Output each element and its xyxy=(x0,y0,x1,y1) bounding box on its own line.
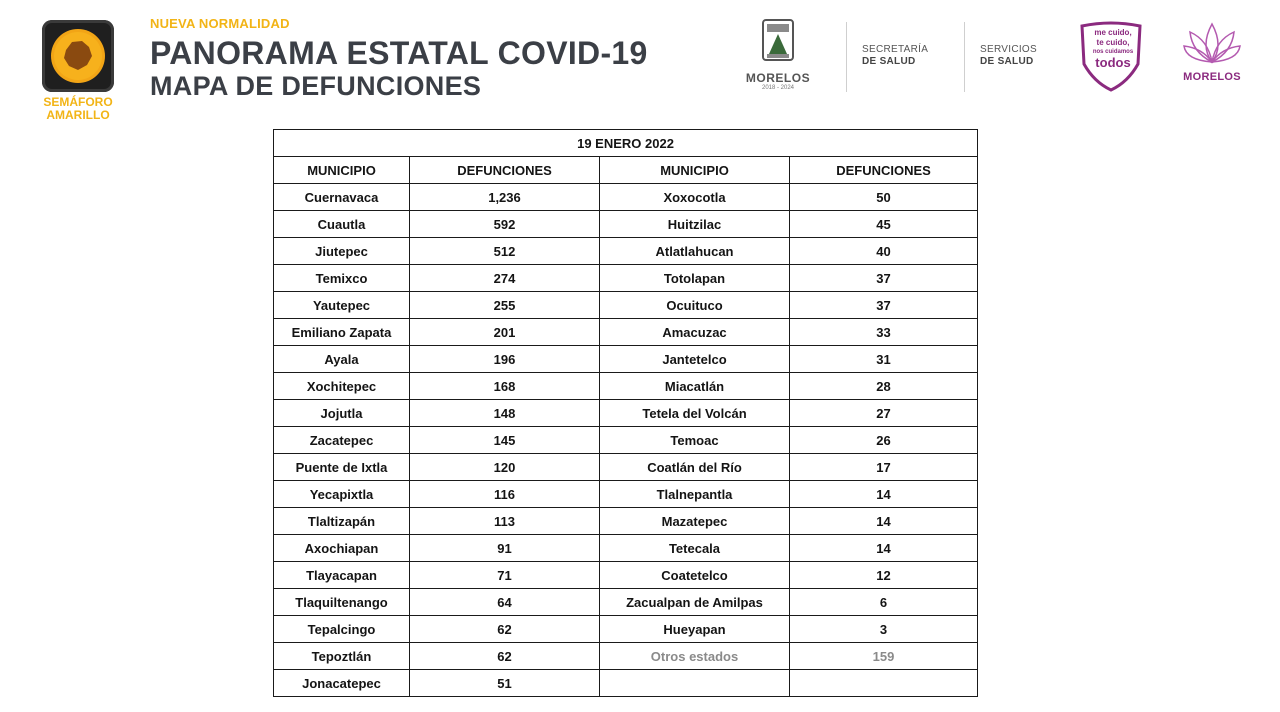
defunciones-cell: 201 xyxy=(410,319,600,346)
defunciones-cell: 148 xyxy=(410,400,600,427)
servicios-logo xyxy=(980,44,1037,68)
header-titles xyxy=(150,16,648,101)
table-row xyxy=(274,292,978,319)
municipio-cell: Tetecala xyxy=(600,535,790,562)
defunciones-cell: 27 xyxy=(790,400,978,427)
column-header-defunciones: DEFUNCIONES xyxy=(790,157,978,184)
defunciones-cell: 196 xyxy=(410,346,600,373)
municipio-cell: Totolapan xyxy=(600,265,790,292)
secretaria-line2: DE SALUD xyxy=(862,56,916,67)
defunciones-cell: 116 xyxy=(410,481,600,508)
cuido-line3: nos cuidamos xyxy=(1092,49,1134,55)
municipio-cell: Jojutla xyxy=(274,400,410,427)
defunciones-cell: 37 xyxy=(790,292,978,319)
defunciones-cell: 31 xyxy=(790,346,978,373)
municipio-cell: Tlayacapan xyxy=(274,562,410,589)
defunciones-cell: 37 xyxy=(790,265,978,292)
defunciones-table xyxy=(273,129,978,697)
municipio-cell: Jantetelco xyxy=(600,346,790,373)
cuido-line4: todos xyxy=(1095,55,1131,70)
morelos-logo-name: MORELOS xyxy=(745,71,811,85)
defunciones-cell: 45 xyxy=(790,211,978,238)
defunciones-cell: 168 xyxy=(410,373,600,400)
defunciones-cell: 51 xyxy=(410,670,600,697)
cuido-line1: me cuido, xyxy=(1094,28,1132,37)
table-row xyxy=(274,562,978,589)
municipio-cell: Huitzilac xyxy=(600,211,790,238)
municipio-cell: Jonacatepec xyxy=(274,670,410,697)
servicios-line1: SERVICIOS xyxy=(980,44,1037,55)
municipio-cell: Zacualpan de Amilpas xyxy=(600,589,790,616)
table-header-row xyxy=(274,157,978,184)
table-row xyxy=(274,589,978,616)
table-row xyxy=(274,670,978,697)
table-row xyxy=(274,535,978,562)
municipio-cell: Tlaquiltenango xyxy=(274,589,410,616)
morelos-shield-icon xyxy=(761,18,795,64)
defunciones-cell: 1,236 xyxy=(410,184,600,211)
semaforo-logo xyxy=(38,20,118,130)
semaforo-map-icon xyxy=(42,20,114,92)
defunciones-cell: 274 xyxy=(410,265,600,292)
municipio-cell: Xoxocotla xyxy=(600,184,790,211)
servicios-line2: DE SALUD xyxy=(980,56,1034,67)
table-row xyxy=(274,319,978,346)
municipio-cell: Yautepec xyxy=(274,292,410,319)
municipio-cell: Xochitepec xyxy=(274,373,410,400)
column-header-municipio: MUNICIPIO xyxy=(600,157,790,184)
defunciones-cell: 64 xyxy=(410,589,600,616)
municipio-cell: Tlaltizapán xyxy=(274,508,410,535)
defunciones-cell: 50 xyxy=(790,184,978,211)
divider xyxy=(846,22,847,92)
table-row xyxy=(274,211,978,238)
defunciones-cell: 159 xyxy=(790,643,978,670)
defunciones-cell: 14 xyxy=(790,481,978,508)
municipio-cell: Tlalnepantla xyxy=(600,481,790,508)
column-header-municipio: MUNICIPIO xyxy=(274,157,410,184)
cuido-line2: te cuido, xyxy=(1096,38,1130,47)
flower-icon xyxy=(1182,16,1242,66)
morelos-flower-logo xyxy=(1180,16,1244,83)
table-date: 19 ENERO 2022 xyxy=(274,130,978,157)
defunciones-cell: 6 xyxy=(790,589,978,616)
municipio-cell: Emiliano Zapata xyxy=(274,319,410,346)
table-row xyxy=(274,427,978,454)
municipio-cell: Tetela del Volcán xyxy=(600,400,790,427)
morelos-logo xyxy=(742,18,814,91)
municipio-cell: Puente de Ixtla xyxy=(274,454,410,481)
municipio-cell: Tepoztlán xyxy=(274,643,410,670)
municipio-cell: Axochiapan xyxy=(274,535,410,562)
municipio-cell: Atlatlahucan xyxy=(600,238,790,265)
defunciones-cell: 592 xyxy=(410,211,600,238)
municipio-cell: Cuautla xyxy=(274,211,410,238)
secretaria-line1: SECRETARÍA xyxy=(862,44,929,55)
municipio-cell: Coatetelco xyxy=(600,562,790,589)
semaforo-label-2: AMARILLO xyxy=(46,108,110,122)
municipio-cell: Amacuzac xyxy=(600,319,790,346)
table-row xyxy=(274,265,978,292)
defunciones-cell: 12 xyxy=(790,562,978,589)
morelos2-name: MORELOS xyxy=(1183,71,1241,83)
defunciones-cell: 512 xyxy=(410,238,600,265)
defunciones-cell: 33 xyxy=(790,319,978,346)
table-row xyxy=(274,481,978,508)
defunciones-cell: 113 xyxy=(410,508,600,535)
municipio-cell: Jiutepec xyxy=(274,238,410,265)
defunciones-cell: 120 xyxy=(410,454,600,481)
defunciones-cell: 14 xyxy=(790,508,978,535)
municipio-cell: Ayala xyxy=(274,346,410,373)
defunciones-cell: 14 xyxy=(790,535,978,562)
kicker-text: NUEVA NORMALIDAD xyxy=(150,16,290,31)
table-row xyxy=(274,454,978,481)
municipio-cell: Temoac xyxy=(600,427,790,454)
table-row xyxy=(274,184,978,211)
column-header-defunciones: DEFUNCIONES xyxy=(410,157,600,184)
municipio-cell: Zacatepec xyxy=(274,427,410,454)
defunciones-cell: 40 xyxy=(790,238,978,265)
defunciones-cell: 62 xyxy=(410,643,600,670)
municipio-cell: Otros estados xyxy=(600,643,790,670)
municipio-cell: Temixco xyxy=(274,265,410,292)
municipio-cell: Yecapixtla xyxy=(274,481,410,508)
secretaria-logo xyxy=(862,44,928,68)
table-row xyxy=(274,508,978,535)
municipio-cell: Tepalcingo xyxy=(274,616,410,643)
defunciones-cell: 17 xyxy=(790,454,978,481)
municipio-cell: Hueyapan xyxy=(600,616,790,643)
defunciones-cell: 255 xyxy=(410,292,600,319)
table-row xyxy=(274,400,978,427)
municipio-cell: Mazatepec xyxy=(600,508,790,535)
page-subtitle: MAPA DE DEFUNCIONES xyxy=(150,71,482,101)
defunciones-cell: 3 xyxy=(790,616,978,643)
table-row xyxy=(274,616,978,643)
table-row xyxy=(274,346,978,373)
defunciones-cell: 28 xyxy=(790,373,978,400)
table-row xyxy=(274,373,978,400)
me-cuido-logo xyxy=(1078,20,1144,92)
table-body xyxy=(274,184,978,697)
municipio-cell: Cuernavaca xyxy=(274,184,410,211)
defunciones-cell: 26 xyxy=(790,427,978,454)
defunciones-cell: 145 xyxy=(410,427,600,454)
municipio-cell: Ocuituco xyxy=(600,292,790,319)
municipio-cell: Coatlán del Río xyxy=(600,454,790,481)
defunciones-cell: 91 xyxy=(410,535,600,562)
municipio-cell xyxy=(600,670,790,697)
defunciones-cell xyxy=(790,670,978,697)
table-row xyxy=(274,238,978,265)
semaforo-label-1: SEMÁFORO xyxy=(43,95,113,109)
page-title: PANORAMA ESTATAL COVID-19 xyxy=(150,35,648,71)
table-row xyxy=(274,643,978,670)
municipio-cell: Miacatlán xyxy=(600,373,790,400)
defunciones-cell: 62 xyxy=(410,616,600,643)
defunciones-cell: 71 xyxy=(410,562,600,589)
morelos-logo-years: 2018 - 2024 xyxy=(761,85,795,91)
divider xyxy=(964,22,965,92)
